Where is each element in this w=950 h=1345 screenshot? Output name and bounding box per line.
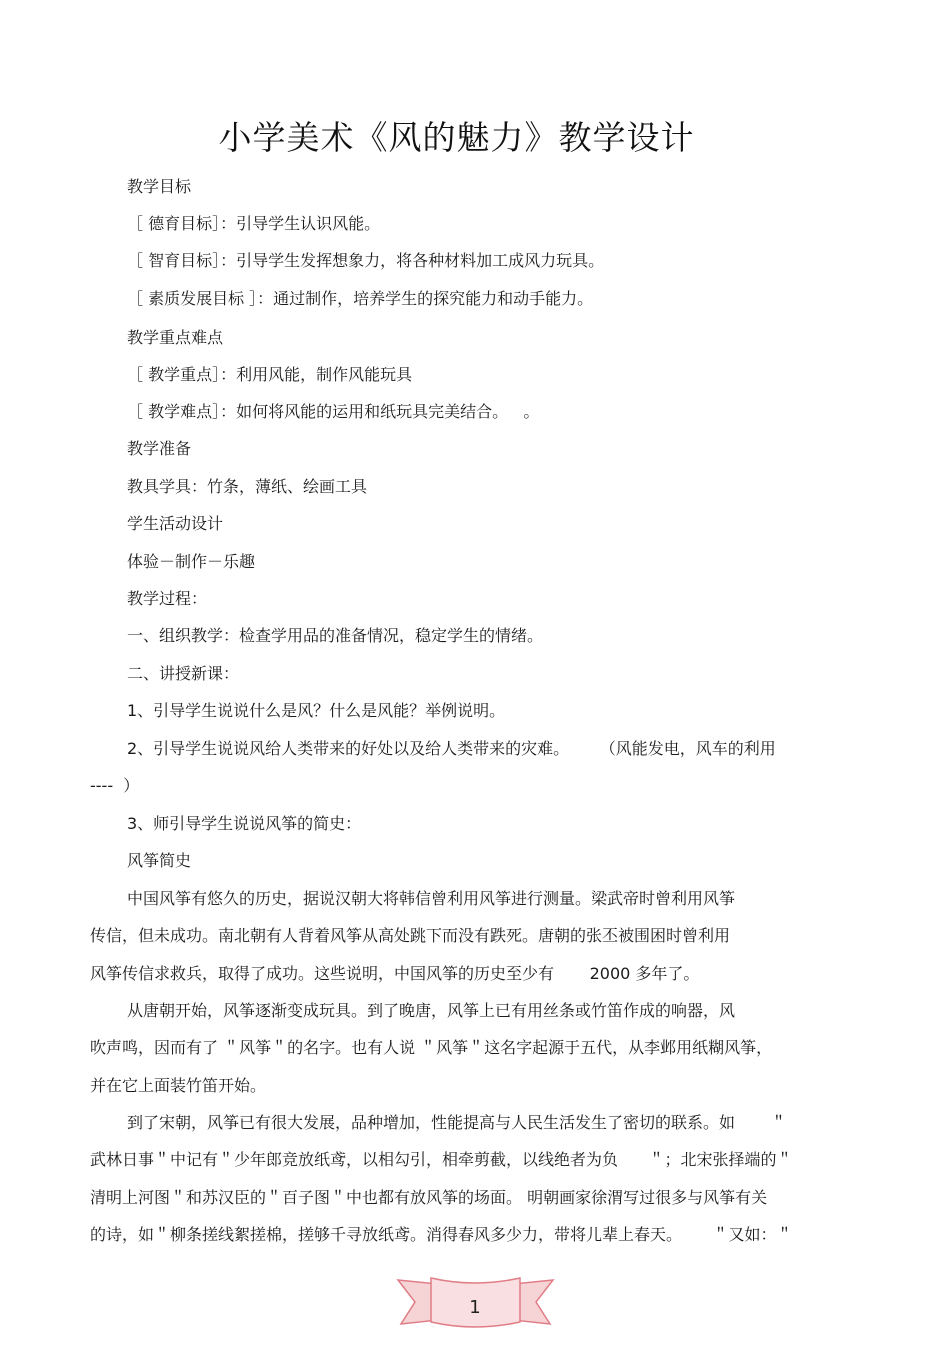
text-line: 学生活动设计 <box>127 514 224 533</box>
paragraph-line: 中国风筝有悠久的历史，据说汉朝大将韩信曾利用风筝进行测量。梁武帝时曾利用风筝 <box>127 889 736 908</box>
text-line: ［ 德育目标］：引导学生认识风能。 <box>127 214 381 233</box>
paragraph-line: 并在它上面装竹笛开始。 <box>90 1075 267 1095</box>
text-line: ［ 教学重点］：利用风能，制作风能玩具 <box>127 365 413 384</box>
paragraph-line: 传信，但未成功。南北朝有人背着风筝从高处跳下而没有跌死。唐朝的张丕被围困时曾利用 <box>90 926 731 946</box>
text-line: ［ 素质发展目标 ］：通过制作，培养学生的探究能力和动手能力。 <box>127 289 594 308</box>
paragraph-line: 到了宋朝，风筝已有很大发展，品种增加，性能提高与人民生活发生了密切的联系。如 ＂ <box>127 1113 787 1132</box>
paragraph <box>90 880 860 992</box>
text-line: 教具学具：竹条，薄纸、绘画工具 <box>127 477 368 496</box>
paragraph-line: 风筝传信求救兵，取得了成功。这些说明，中国风筝的历史至少有 2000 多年了。 <box>90 963 700 983</box>
paragraph-line: 武林日事＂中记有＂少年郎竞放纸鸢，以相勾引，相牵剪截，以线绝者为负 ＂；北宋张择端的＂ <box>90 1150 793 1170</box>
text-line: 教学准备 <box>127 439 192 458</box>
paragraph-line: 吹声鸣，因而有了 ＂风筝＂的名字。也有人说 ＂风筝＂这名字起源于五代，从李邺用纸糊风筝， <box>90 1038 773 1058</box>
text-line: 1、引导学生说说什么是风？什么是风能？举例说明。 <box>127 701 506 720</box>
paragraph-line: 的诗，如＂柳条搓线絮搓棉，搓够千寻放纸鸢。消得春风多少力，带将儿辈上春天。 ＂又如：＂ <box>90 1224 793 1244</box>
text-line: 教学重点难点 <box>127 328 224 347</box>
text-line: ［ 智育目标］：引导学生发挥想象力，将各种材料加工成风力玩具。 <box>127 251 605 270</box>
text-line: 二、讲授新课： <box>127 664 240 683</box>
text-line: 2、引导学生说说风给人类带来的好处以及给人类带来的灾难。 （风能发电，风车的利用 <box>127 739 776 758</box>
paragraph <box>90 1104 860 1253</box>
paragraph-line: 清明上河图＂和苏汉臣的＂百子图＂中也都有放风筝的场面。 明朝画家徐渭写过很多与风筝有关 <box>90 1187 768 1207</box>
page-title: 小学美术《风的魅力》教学设计 <box>218 118 695 157</box>
text-line: 教学目标 <box>127 177 192 196</box>
text-line: 3、师引导学生说说风筝的简史： <box>127 814 362 833</box>
text-line: 风筝简史 <box>127 851 192 870</box>
text-line: ［ 教学难点］：如何将风能的运用和纸玩具完美结合。 。 <box>127 402 540 421</box>
paragraph-line: 从唐朝开始，风筝逐渐变成玩具。到了晚唐，风筝上已有用丝条或竹笛作成的响器，风 <box>127 1001 736 1020</box>
page-number: 1 <box>469 1297 481 1318</box>
text-line: 一、组织教学：检查学用品的准备情况，稳定学生的情绪。 <box>127 626 544 645</box>
paragraph <box>90 992 860 1104</box>
text-line: ---- ） <box>90 776 140 795</box>
text-line: 体验－制作－乐趣 <box>127 552 256 571</box>
text-line: 教学过程： <box>127 589 208 608</box>
